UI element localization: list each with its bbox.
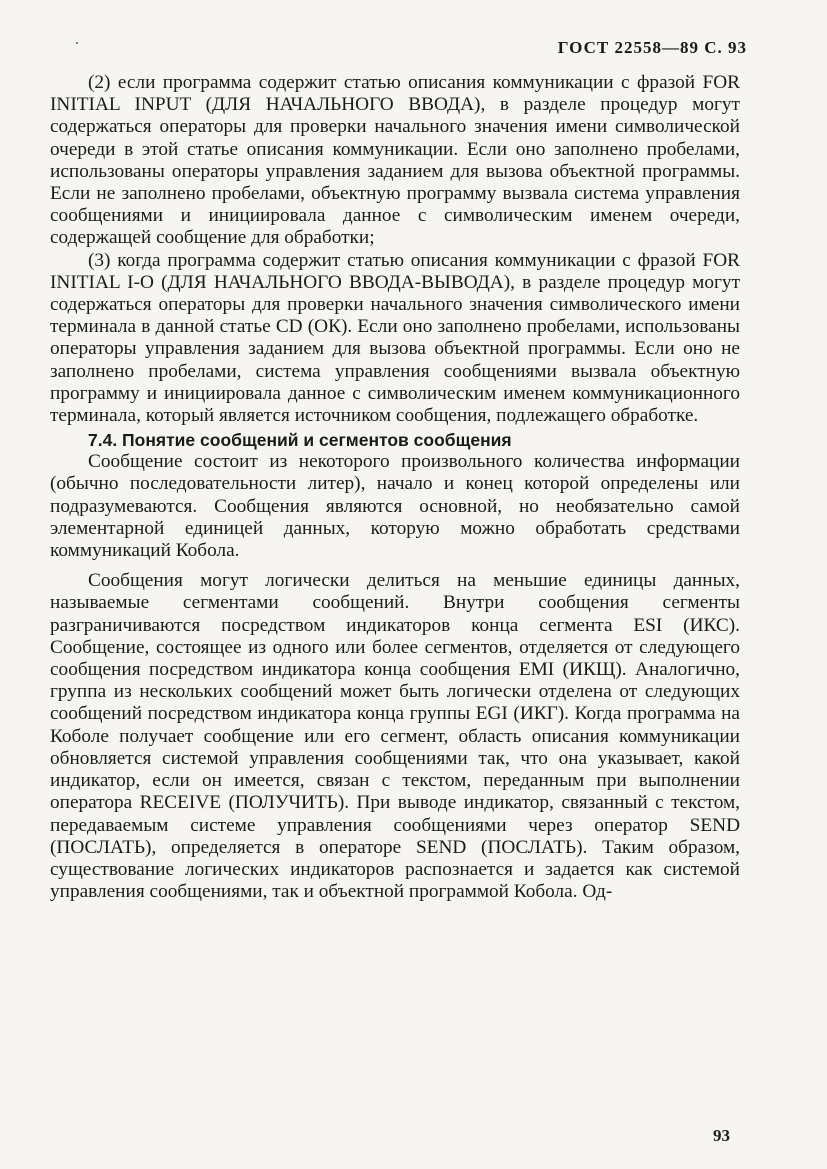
- running-header: ГОСТ 22558—89 С. 93: [557, 38, 747, 57]
- section-heading: 7.4. Понятие сообщений и сегментов сообщения: [88, 430, 512, 451]
- page-number: 93: [713, 1126, 730, 1145]
- paragraph-item-2: (2) если программа содержит статью описания коммуникации с фразой FOR INITIAL INPUT (ДЛЯ НАЧАЛЬНОГО ВВОДА), в разделе процедур могут содержаться операторы для проверки начального значения имени символической очереди в этой статье описания коммуникации. Если оно заполнено пробелами, использованы операторы управления заданием для вызова объектной программы. Если не заполнено пробелами, объектную программу вызвала система управления сообщениями и инициировала данное с символическим именем очереди, содержащей сообщение для обработки;: [50, 72, 740, 249]
- body-text: [50, 72, 740, 903]
- scan-speck: [76, 42, 78, 44]
- paragraph-message-segments: Сообщения могут логически делиться на меньшие единицы данных, называемые сегментами сообщений. Внутри сообщения сегменты разграничиваются посредством индикаторов конца сегмента ESI (ИКС). Сообщение, состоящее из одного или более сегментов, отделяется от следующего сообщения посредством индикатора конца сообщения EMI (ИКЩ). Аналогично, группа из нескольких сообщений может быть логически отделена от следующих сообщений посредством индикатора конца группы EGI (ИКГ). Когда программа на Коболе получает сообщение или его сегмент, область описания коммуникации обновляется системой управления сообщениями так, что она указывает, какой индикатор, если он имеется, связан с текстом, переданным при выполнении оператора RECEIVE (ПОЛУЧИТЬ). При выводе индикатор, связанный с текстом, передаваемым системе управления сообщениями через оператор SEND (ПОСЛАТЬ), определяется в операторе SEND (ПОСЛАТЬ). Таким образом, существование логических индикаторов распознается и задается как системой управления сообщениями, так и объектной программой Кобола. Од-: [50, 570, 740, 903]
- paragraph-message-definition: Сообщение состоит из некоторого произвольного количества информации (обычно последовательности литер), начало и конец которой определены или подразумеваются. Сообщения являются основной, но необязательно самой элементарной единицей данных, которую можно обработать средствами коммуникаций Кобола.: [50, 451, 740, 562]
- paragraph-item-3: (3) когда программа содержит статью описания коммуникации с фразой FOR INITIAL I-O (ДЛЯ НАЧАЛЬНОГО ВВОДА-ВЫВОДА), в разделе процедур могут содержаться операторы для проверки начального значения символического имени терминала в данной статье CD (ОК). Если оно заполнено пробелами, использованы операторы управления заданием для вызова объектной программы. Если оно не заполнено пробелами, система управления сообщениями вызвала объектную программу и инициировала данное с символическим именем коммуникационного терминала, который является источником сообщения, подлежащего обработке.: [50, 249, 740, 427]
